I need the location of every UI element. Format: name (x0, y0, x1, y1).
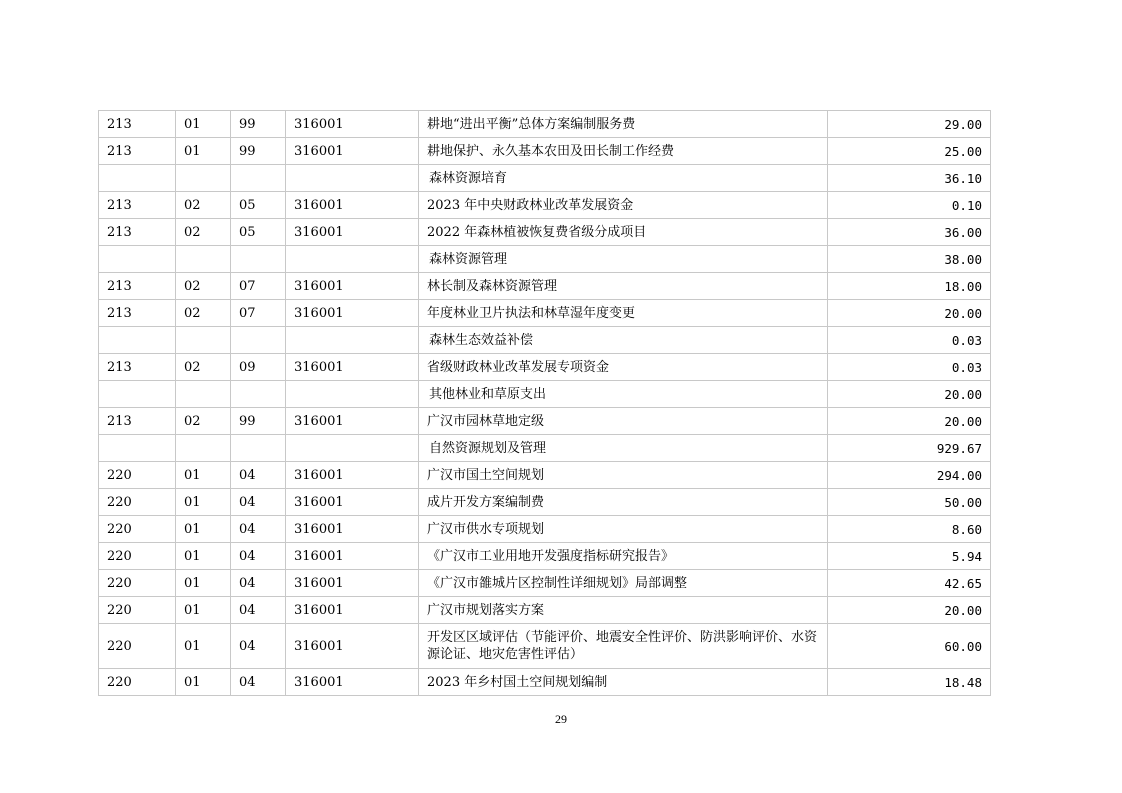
page-number: 29 (555, 712, 567, 726)
class-code-cell (99, 246, 176, 273)
unit-code-cell: 316001 (286, 111, 419, 138)
unit-code-cell: 316001 (286, 408, 419, 435)
section-code-cell: 02 (176, 408, 231, 435)
table-row (99, 273, 991, 300)
amount-cell: 5.94 (828, 543, 991, 570)
category-row (99, 381, 991, 408)
amount-cell: 0.03 (828, 354, 991, 381)
project-name-cell: 广汉市规划落实方案 (419, 597, 828, 624)
table-row (99, 219, 991, 246)
table-row (99, 192, 991, 219)
item-code-cell: 05 (231, 219, 286, 246)
amount-cell: 929.67 (828, 435, 991, 462)
amount-cell: 20.00 (828, 597, 991, 624)
amount-cell: 42.65 (828, 570, 991, 597)
item-code-cell: 04 (231, 462, 286, 489)
class-code-cell: 213 (99, 300, 176, 327)
section-code-cell: 01 (176, 516, 231, 543)
item-code-cell: 07 (231, 273, 286, 300)
item-code-cell: 04 (231, 570, 286, 597)
project-name-cell: 森林资源培育 (419, 165, 828, 192)
section-code-cell (176, 381, 231, 408)
class-code-cell: 220 (99, 489, 176, 516)
class-code-cell: 220 (99, 624, 176, 669)
amount-cell: 38.00 (828, 246, 991, 273)
unit-code-cell: 316001 (286, 354, 419, 381)
class-code-cell (99, 327, 176, 354)
item-code-cell: 04 (231, 516, 286, 543)
item-code-cell (231, 165, 286, 192)
item-code-cell: 99 (231, 408, 286, 435)
class-code-cell: 213 (99, 354, 176, 381)
unit-code-cell (286, 435, 419, 462)
item-code-cell: 05 (231, 192, 286, 219)
class-code-cell: 213 (99, 219, 176, 246)
project-name-cell: 林长制及森林资源管理 (419, 273, 828, 300)
unit-code-cell: 316001 (286, 570, 419, 597)
unit-code-cell: 316001 (286, 516, 419, 543)
section-code-cell: 01 (176, 624, 231, 669)
project-name-cell: 年度林业卫片执法和林草湿年度变更 (419, 300, 828, 327)
unit-code-cell: 316001 (286, 219, 419, 246)
section-code-cell: 01 (176, 111, 231, 138)
table-row (99, 462, 991, 489)
class-code-cell (99, 165, 176, 192)
project-name-cell: 2023 年中央财政林业改革发展资金 (419, 192, 828, 219)
table-row (99, 543, 991, 570)
unit-code-cell: 316001 (286, 273, 419, 300)
amount-cell: 20.00 (828, 408, 991, 435)
unit-code-cell: 316001 (286, 669, 419, 696)
unit-code-cell: 316001 (286, 597, 419, 624)
item-code-cell: 04 (231, 543, 286, 570)
class-code-cell: 213 (99, 138, 176, 165)
class-code-cell: 220 (99, 570, 176, 597)
section-code-cell: 02 (176, 192, 231, 219)
section-code-cell: 01 (176, 543, 231, 570)
item-code-cell: 04 (231, 624, 286, 669)
table-row (99, 516, 991, 543)
category-row (99, 165, 991, 192)
unit-code-cell: 316001 (286, 138, 419, 165)
table-row (99, 624, 991, 669)
project-name-cell: 耕地“进出平衡”总体方案编制服务费 (419, 111, 828, 138)
section-code-cell: 01 (176, 489, 231, 516)
item-code-cell (231, 381, 286, 408)
project-name-cell: 2023 年乡村国土空间规划编制 (419, 669, 828, 696)
amount-cell: 50.00 (828, 489, 991, 516)
amount-cell: 60.00 (828, 624, 991, 669)
class-code-cell: 220 (99, 462, 176, 489)
table-row (99, 300, 991, 327)
amount-cell: 20.00 (828, 300, 991, 327)
category-row (99, 327, 991, 354)
amount-cell: 8.60 (828, 516, 991, 543)
class-code-cell: 220 (99, 597, 176, 624)
category-row (99, 246, 991, 273)
class-code-cell (99, 381, 176, 408)
project-name-cell: 广汉市国土空间规划 (419, 462, 828, 489)
class-code-cell: 213 (99, 273, 176, 300)
unit-code-cell (286, 246, 419, 273)
section-code-cell: 01 (176, 570, 231, 597)
project-name-cell: 《广汉市工业用地开发强度指标研究报告》 (419, 543, 828, 570)
table-row (99, 138, 991, 165)
budget-table-body (99, 111, 991, 696)
project-name-cell: 森林资源管理 (419, 246, 828, 273)
item-code-cell: 99 (231, 111, 286, 138)
section-code-cell: 02 (176, 300, 231, 327)
section-code-cell (176, 327, 231, 354)
table-row (99, 408, 991, 435)
section-code-cell: 01 (176, 138, 231, 165)
project-name-cell: 其他林业和草原支出 (419, 381, 828, 408)
section-code-cell (176, 246, 231, 273)
item-code-cell: 07 (231, 300, 286, 327)
unit-code-cell (286, 165, 419, 192)
table-row (99, 597, 991, 624)
unit-code-cell: 316001 (286, 489, 419, 516)
amount-cell: 18.00 (828, 273, 991, 300)
project-name-cell: 2022 年森林植被恢复费省级分成项目 (419, 219, 828, 246)
amount-cell: 20.00 (828, 381, 991, 408)
unit-code-cell: 316001 (286, 462, 419, 489)
project-name-cell: 耕地保护、永久基本农田及田长制工作经费 (419, 138, 828, 165)
table-row (99, 111, 991, 138)
class-code-cell: 213 (99, 408, 176, 435)
project-name-cell: 广汉市供水专项规划 (419, 516, 828, 543)
item-code-cell: 04 (231, 597, 286, 624)
table-row (99, 489, 991, 516)
category-row (99, 435, 991, 462)
item-code-cell: 99 (231, 138, 286, 165)
class-code-cell: 213 (99, 192, 176, 219)
unit-code-cell (286, 327, 419, 354)
section-code-cell: 01 (176, 669, 231, 696)
class-code-cell (99, 435, 176, 462)
unit-code-cell: 316001 (286, 543, 419, 570)
item-code-cell (231, 435, 286, 462)
project-name-cell: 自然资源规划及管理 (419, 435, 828, 462)
class-code-cell: 220 (99, 669, 176, 696)
unit-code-cell: 316001 (286, 300, 419, 327)
item-code-cell (231, 327, 286, 354)
item-code-cell: 04 (231, 669, 286, 696)
section-code-cell: 02 (176, 219, 231, 246)
section-code-cell: 01 (176, 597, 231, 624)
project-name-cell: 省级财政林业改革发展专项资金 (419, 354, 828, 381)
project-name-cell: 森林生态效益补偿 (419, 327, 828, 354)
item-code-cell (231, 246, 286, 273)
unit-code-cell: 316001 (286, 624, 419, 669)
section-code-cell (176, 435, 231, 462)
project-name-cell: 成片开发方案编制费 (419, 489, 828, 516)
section-code-cell: 02 (176, 273, 231, 300)
unit-code-cell (286, 381, 419, 408)
amount-cell: 36.10 (828, 165, 991, 192)
project-name-cell: 《广汉市雒城片区控制性详细规划》局部调整 (419, 570, 828, 597)
class-code-cell: 220 (99, 543, 176, 570)
project-name-cell: 开发区区域评估（节能评价、地震安全性评价、防洪影响评价、水资源论证、地灾危害性评估） (419, 624, 828, 669)
amount-cell: 0.03 (828, 327, 991, 354)
amount-cell: 294.00 (828, 462, 991, 489)
amount-cell: 18.48 (828, 669, 991, 696)
section-code-cell: 02 (176, 354, 231, 381)
amount-cell: 36.00 (828, 219, 991, 246)
budget-table (98, 110, 991, 696)
class-code-cell: 220 (99, 516, 176, 543)
item-code-cell: 04 (231, 489, 286, 516)
table-row (99, 354, 991, 381)
amount-cell: 29.00 (828, 111, 991, 138)
amount-cell: 25.00 (828, 138, 991, 165)
class-code-cell: 213 (99, 111, 176, 138)
table-row (99, 669, 991, 696)
table-row (99, 570, 991, 597)
unit-code-cell: 316001 (286, 192, 419, 219)
project-name-cell: 广汉市园林草地定级 (419, 408, 828, 435)
section-code-cell (176, 165, 231, 192)
amount-cell: 0.10 (828, 192, 991, 219)
item-code-cell: 09 (231, 354, 286, 381)
section-code-cell: 01 (176, 462, 231, 489)
